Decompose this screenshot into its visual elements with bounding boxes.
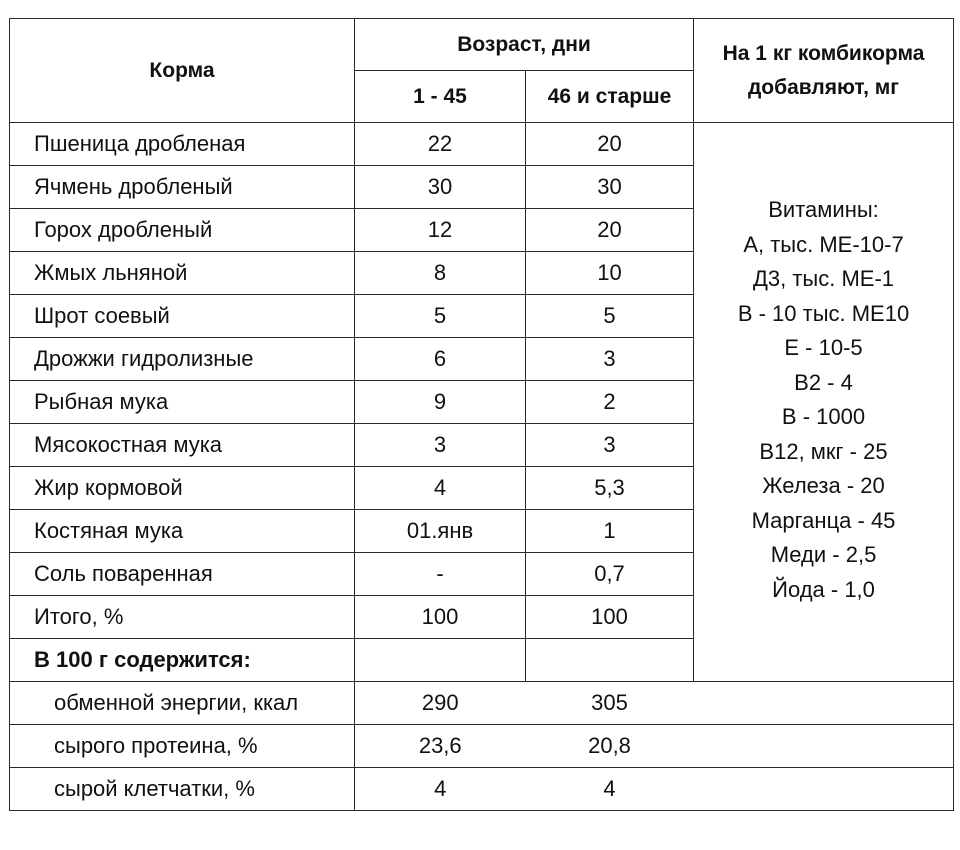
vitamin-line: Марганца - 45: [751, 507, 896, 533]
value-age-1-45: 8: [355, 252, 526, 295]
feed-name: Рыбная мука: [10, 381, 355, 424]
value-age-46-plus: 100: [526, 596, 694, 639]
contains-label: В 100 г содержится:: [10, 639, 355, 682]
feed-name: Итого, %: [10, 596, 355, 639]
header-age-46-plus: 46 и старше: [526, 71, 694, 123]
vitamin-line: В12, мкг - 25: [759, 438, 888, 464]
vitamin-line: Йода - 1,0: [772, 576, 875, 602]
value-age-46-plus: 5: [526, 295, 694, 338]
value-age-46-plus: 20,8: [526, 725, 694, 768]
table-row: [10, 123, 954, 166]
value-age-1-45: 3: [355, 424, 526, 467]
value-age-46-plus: 4: [526, 768, 694, 811]
value-age-1-45: 5: [355, 295, 526, 338]
value-age-46-plus: 0,7: [526, 553, 694, 596]
table-row: [10, 725, 954, 768]
header-age-1-45: 1 - 45: [355, 71, 526, 123]
feed-name: Соль поваренная: [10, 553, 355, 596]
value-age-46-plus: 10: [526, 252, 694, 295]
value-age-1-45: 100: [355, 596, 526, 639]
vitamin-line: В - 1000: [781, 404, 866, 429]
empty-cell: [694, 725, 954, 768]
value-age-46-plus: 3: [526, 424, 694, 467]
value-age-46-plus: 5,3: [526, 467, 694, 510]
feed-name: Дрожжи гидролизные: [10, 338, 355, 381]
empty-cell: [526, 639, 694, 682]
table-row: [10, 768, 954, 811]
feed-name: Мясокостная мука: [10, 424, 355, 467]
empty-cell: [694, 682, 954, 725]
value-age-46-plus: 305: [526, 682, 694, 725]
value-age-1-45: 01.янв: [355, 510, 526, 553]
header-age: Возраст, дни: [355, 19, 694, 71]
feed-name: Пшеница дробленая: [10, 123, 355, 166]
value-age-46-plus: 30: [526, 166, 694, 209]
empty-cell: [694, 768, 954, 811]
feed-table: [9, 18, 954, 811]
value-age-1-45: 290: [355, 682, 526, 725]
value-age-1-45: 4: [355, 768, 526, 811]
vitamin-line: В2 - 4: [794, 369, 853, 395]
value-age-1-45: 9: [355, 381, 526, 424]
feed-name: Горох дробленый: [10, 209, 355, 252]
vitamins-cell: [694, 123, 954, 682]
value-age-1-45: 4: [355, 467, 526, 510]
feed-name: Жир кормовой: [10, 467, 355, 510]
table-row: [10, 682, 954, 725]
feed-name: Костяная мука: [10, 510, 355, 553]
vitamin-line: Витамины:: [768, 197, 879, 222]
value-age-46-plus: 3: [526, 338, 694, 381]
empty-cell: [355, 639, 526, 682]
value-age-1-45: 6: [355, 338, 526, 381]
vitamin-line: А, тыс. МЕ-10-7: [743, 231, 904, 257]
value-age-46-plus: 20: [526, 123, 694, 166]
nutrient-name: сырой клетчатки, %: [10, 768, 355, 811]
nutrient-name: обменной энергии, ккал: [10, 682, 355, 725]
value-age-46-plus: 1: [526, 510, 694, 553]
value-age-46-plus: 2: [526, 381, 694, 424]
header-feed: Корма: [10, 19, 355, 123]
vitamin-line: Е - 10-5: [784, 335, 863, 360]
vitamin-line: Д3, тыс. МЕ-1: [752, 266, 895, 291]
nutrient-name: сырого протеина, %: [10, 725, 355, 768]
value-age-1-45: -: [355, 553, 526, 596]
header-additive: На 1 кг комбикорма добавляют, мг: [694, 19, 954, 123]
feed-name: Жмых льняной: [10, 252, 355, 295]
feed-name: Ячмень дробленый: [10, 166, 355, 209]
vitamin-line: В - 10 тыс. МЕ10: [737, 300, 910, 326]
value-age-1-45: 12: [355, 209, 526, 252]
value-age-1-45: 22: [355, 123, 526, 166]
value-age-1-45: 23,6: [355, 725, 526, 768]
value-age-46-plus: 20: [526, 209, 694, 252]
value-age-1-45: 30: [355, 166, 526, 209]
vitamin-line: Меди - 2,5: [770, 542, 877, 567]
vitamin-line: Железа - 20: [762, 473, 885, 498]
feed-name: Шрот соевый: [10, 295, 355, 338]
